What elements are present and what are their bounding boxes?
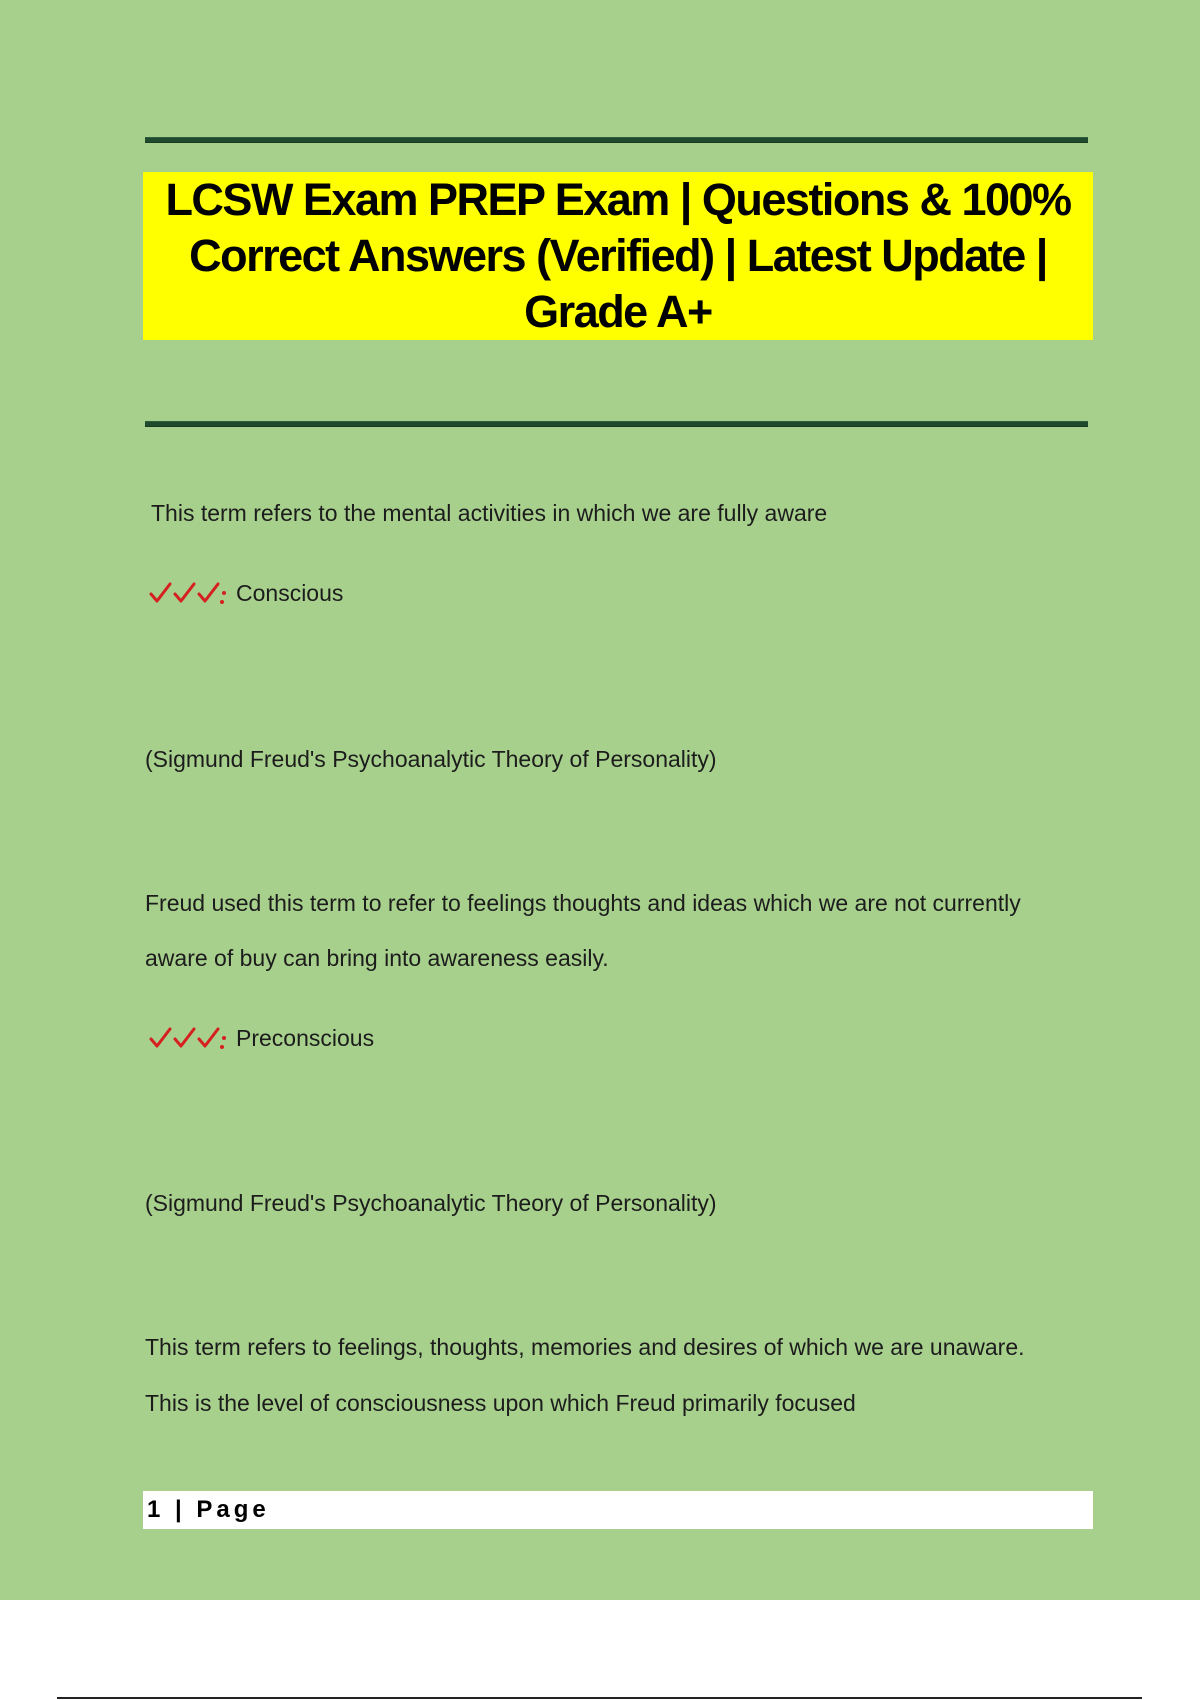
top-divider — [145, 137, 1088, 143]
check-marks-icon — [148, 578, 230, 608]
question-2-line-2: aware of buy can bring into awareness easily. — [145, 945, 609, 971]
question-1: This term refers to the mental activities in which we are fully aware — [151, 500, 828, 526]
page-footer — [143, 1491, 1093, 1529]
source-1: (Sigmund Freud's Psychoanalytic Theory of Personality) — [145, 746, 717, 772]
question-3-line-2: This is the level of consciousness upon which Freud primarily focused — [145, 1390, 856, 1416]
answer-1-text: Conscious — [236, 579, 344, 606]
answer-2-text: Preconscious — [236, 1024, 375, 1051]
page-separator-line — [57, 1697, 1142, 1699]
page-number: 1 | Page — [147, 1496, 270, 1523]
answer-1 — [148, 578, 343, 608]
title-banner — [143, 172, 1093, 340]
document-title: LCSW Exam PREP Exam | Questions & 100% Correct Answers (Verified) | Latest Update | Grade A+ — [165, 174, 1071, 337]
check-marks-icon — [148, 1023, 230, 1053]
bottom-divider — [145, 421, 1088, 427]
answer-2 — [148, 1023, 374, 1053]
question-3-line-1: This term refers to feelings, thoughts, memories and desires of which we are unaware. — [145, 1334, 1025, 1360]
source-2: (Sigmund Freud's Psychoanalytic Theory of Personality) — [145, 1190, 717, 1216]
question-2-line-1: Freud used this term to refer to feelings thoughts and ideas which we are not currently — [145, 890, 1021, 916]
